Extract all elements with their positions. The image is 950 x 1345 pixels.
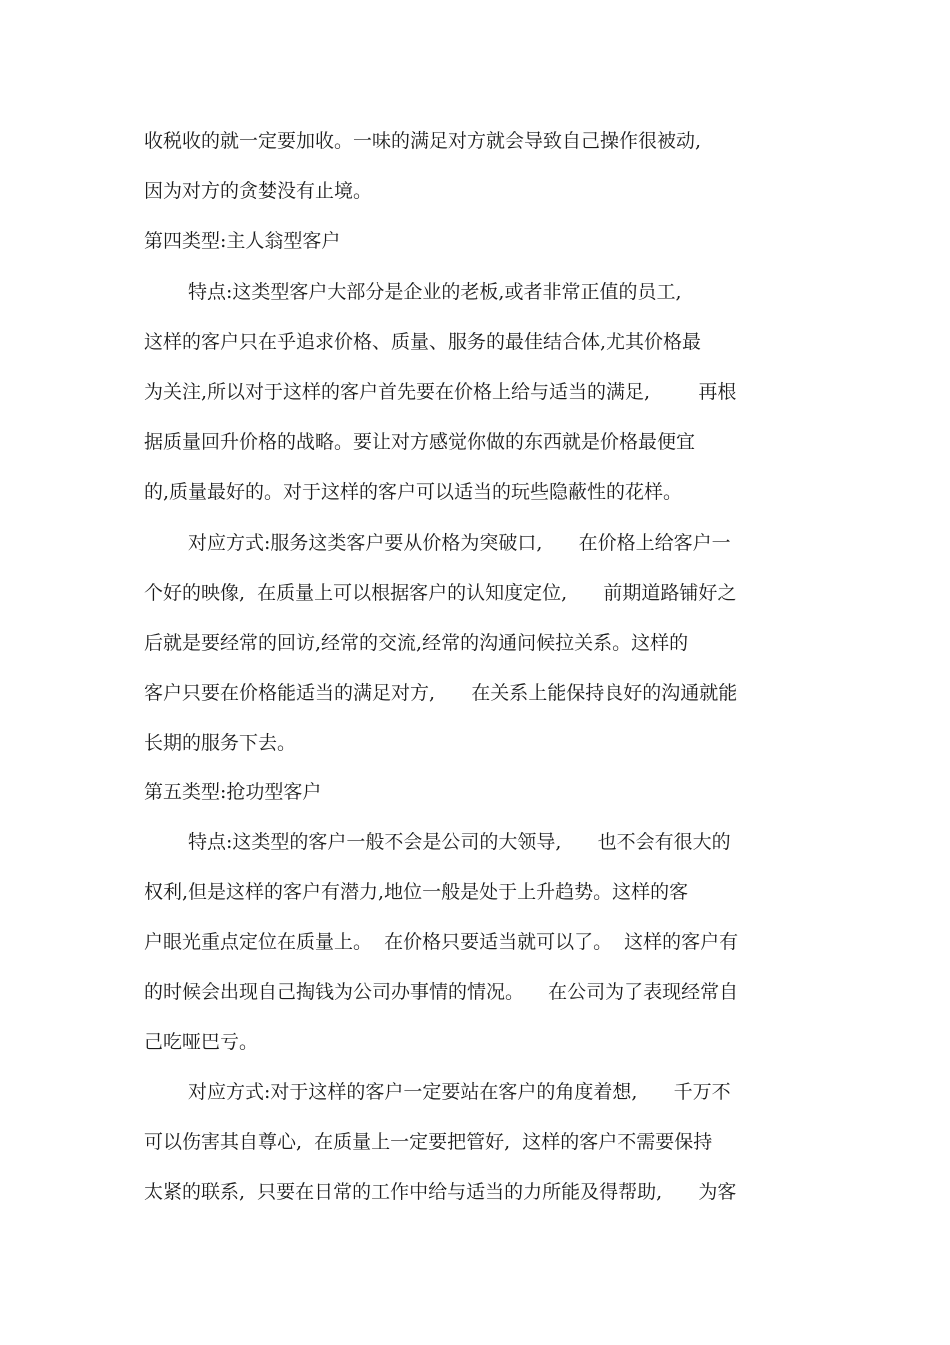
paragraph-line: 对应方式:服务这类客户要从价格为突破口, 在价格上给客户一 (188, 532, 731, 554)
section-heading: 第五类型:抢功型客户 (144, 781, 322, 803)
paragraph-line: 这样的客户只在乎追求价格、质量、服务的最佳结合体,尤其价格最 (144, 331, 702, 353)
paragraph-line: 己吃哑巴亏。 (144, 1031, 259, 1053)
paragraph-line: 特点:这类型的客户一般不会是公司的大领导, 也不会有很大的 (188, 831, 731, 853)
paragraph-line: 因为对方的贪婪没有止境。 (144, 180, 373, 202)
section-heading: 第四类型:主人翁型客户 (144, 230, 341, 252)
paragraph-line: 收税收的就一定要加收。一味的满足对方就会导致自己操作很被动, (144, 130, 702, 152)
paragraph-line: 个好的映像, 在质量上可以根据客户的认知度定位, 前期道路铺好之 (144, 582, 737, 604)
paragraph-line: 长期的服务下去。 (144, 732, 297, 754)
paragraph-line: 的,质量最好的。对于这样的客户可以适当的玩些隐蔽性的花样。 (144, 481, 683, 503)
paragraph-line: 为关注,所以对于这样的客户首先要在价格上给与适当的满足, 再根 (144, 381, 737, 403)
paragraph-line: 可以伤害其自尊心, 在质量上一定要把管好, 这样的客户不需要保持 (144, 1131, 713, 1153)
paragraph-line: 太紧的联系, 只要在日常的工作中给与适当的力所能及得帮助, 为客 (144, 1181, 737, 1203)
paragraph-line: 的时候会出现自己掏钱为公司办事情的情况。 在公司为了表现经常自 (144, 981, 739, 1003)
paragraph-line: 权利,但是这样的客户有潜力,地位一般是处于上升趋势。这样的客 (144, 881, 689, 903)
paragraph-line: 后就是要经常的回访,经常的交流,经常的沟通问候拉关系。这样的 (144, 632, 689, 654)
paragraph-line: 客户只要在价格能适当的满足对方, 在关系上能保持良好的沟通就能 (144, 682, 738, 704)
paragraph-line: 对应方式:对于这样的客户一定要站在客户的角度着想, 千万不 (188, 1081, 731, 1103)
paragraph-line: 户眼光重点定位在质量上。 在价格只要适当就可以了。 这样的客户有 (144, 931, 739, 953)
paragraph-line: 据质量回升价格的战略。要让对方感觉你做的东西就是价格最便宜 (144, 431, 696, 453)
paragraph-line: 特点:这类型客户大部分是企业的老板,或者非常正值的员工, (188, 281, 682, 303)
